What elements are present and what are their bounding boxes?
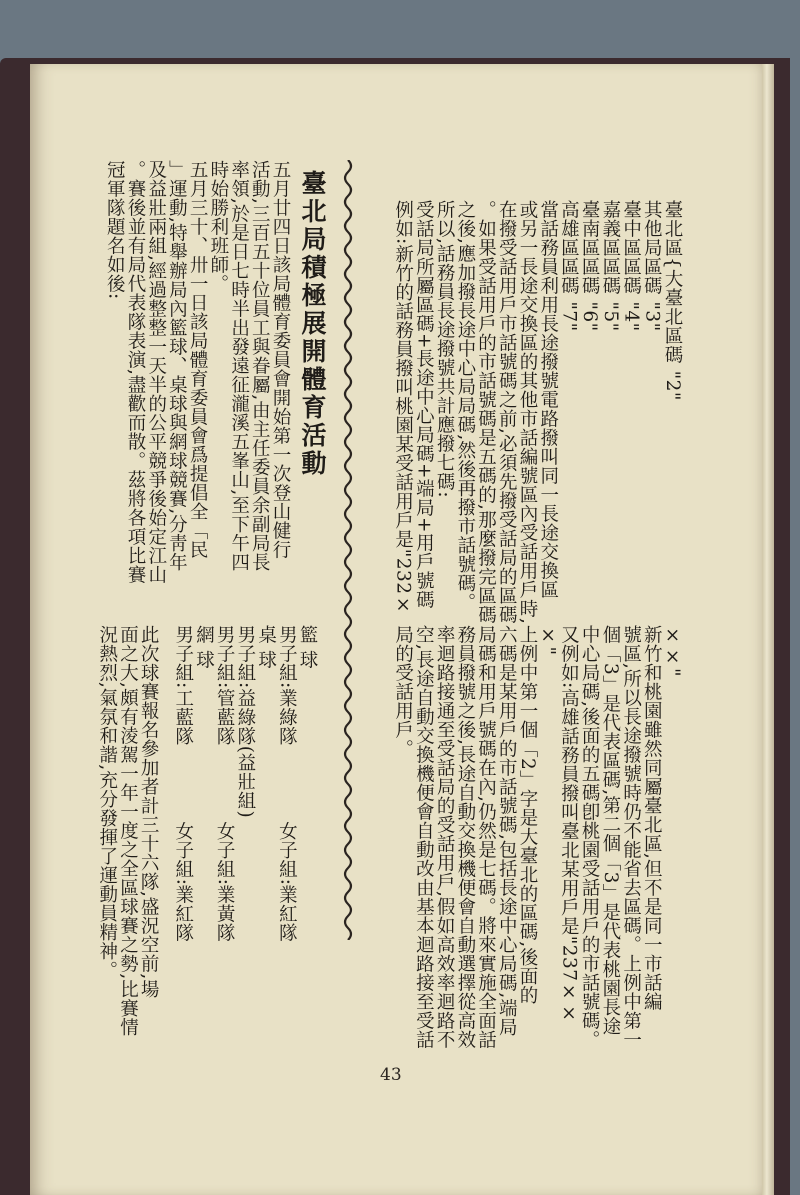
result-line: 桌 球 <box>255 625 277 670</box>
result-line: 男子組:益綠隊(益壯組) <box>234 625 256 819</box>
text-line: 時始勝利班師。 <box>207 160 229 293</box>
results-list <box>172 625 317 965</box>
text-line: 率領,於是日七時半出發遠征瀧溪五峯山,至下午四 <box>228 160 250 572</box>
text-line: 況熱烈,氣氛和諧,充分發揮了運動員精神。 <box>96 625 118 980</box>
text-line: 六碼是某用戶的市話號碼,包括長途中心局碼,端局 <box>496 625 518 1037</box>
text-line: 在撥受話用戶市話號碼之前,必須先撥受話局的區碼 <box>496 200 518 625</box>
text-line: 。如果受話用戶的市話號碼是五碼的,那麼撥完區碼 <box>475 200 497 625</box>
text-line: 五月三十、卅一日該局體育委員會爲提倡全「民 <box>187 160 209 559</box>
text-line: 此次球賽報名參加者計三十六隊,盛況空前,場 <box>138 625 160 999</box>
text-line: 其他局區碼 "3" <box>641 200 663 332</box>
text-line: 所以,話務員長途撥號共計應撥七碼: <box>434 200 456 499</box>
text-line: 嘉義區區碼 "5" <box>599 200 621 332</box>
closing-paragraph <box>96 625 158 1065</box>
text-line: 務員撥號之後,長途自動交換機便會自動選擇從高效 <box>454 625 476 1050</box>
page-number: 43 <box>380 1065 402 1085</box>
text-line: 上例中第一個「2」字是大臺北的區碼,後面的 <box>516 625 538 1005</box>
text-line: 臺中區區碼 "4" <box>620 200 642 332</box>
dialing-article <box>392 200 683 625</box>
text-line: 個「3」是代表區碼,第二個「3」是代表桃園長途 <box>599 625 621 1036</box>
result-line: 網 球 <box>193 625 215 670</box>
text-line: 臺南區區碼 "6" <box>579 200 601 332</box>
text-line: 面之大,頗有淩駕一年一度之全區球賽之勢,比賽情 <box>117 625 139 1037</box>
text-line: 率迴路接通至受話局的受話用戶,假如高效率迴路不 <box>434 625 456 1050</box>
text-line: 之後,應加撥長途中心局局碼,然後再撥市話號碼。 <box>454 200 476 612</box>
text-line: 例如:新竹的話務員撥叫桃園某受話用戶是"232× <box>392 200 414 617</box>
page-edge <box>762 64 774 1195</box>
result-line: 男子組:管藍隊 女子組:業黃隊 <box>214 625 236 943</box>
article-heading <box>298 170 326 530</box>
text-line: 五月廿四日該局體育委員會開始第一次登山健行 <box>270 160 291 559</box>
text-line: 當話務員利用長途撥號電路撥叫同一長途交換區 <box>537 200 559 599</box>
text-line: 或另一長途交換區的其他市話編號區內受話用戶時, <box>516 200 538 625</box>
dialing-article-continued <box>392 625 683 1050</box>
text-line: 新竹和桃園雖然同屬臺北區,但不是同一市話編 <box>641 625 663 1012</box>
text-line: 活動,三百五十位員工與眷屬,由主任委員余副局長 <box>249 160 271 572</box>
result-line: 男子組:業綠隊 女子組:業紅隊 <box>276 625 298 943</box>
text-line: 又例如:高雄話務員撥叫臺北某用戶是"237×× <box>558 625 580 1025</box>
text-line: 局的受話用戶。 <box>392 625 414 758</box>
text-line: 及益壯兩組,經過整整一天半的公平競爭後始定江山 <box>145 160 167 585</box>
sports-article <box>70 160 290 600</box>
text-line: ×" <box>537 625 559 656</box>
result-line: 男子組:工藍隊 女子組:業紅隊 <box>172 625 194 943</box>
text-line: 」運動,特舉辦局內籃球、桌球與網球競賽,分靑年 <box>166 160 188 572</box>
text-line: 中心局碼,後面的五碼卽桃園受話用戶的市話號碼。 <box>579 625 601 1050</box>
wavy-divider <box>340 160 356 940</box>
text-line: 局碼和用戶號碼在內,仍然是七碼。將來實施全面話 <box>475 625 497 1050</box>
heading-text: 臺北局積極展開體育活動 <box>298 170 327 478</box>
result-line: 籃 球 <box>297 625 319 670</box>
text-line: 冠軍隊題名如後: <box>104 160 126 300</box>
text-line: 受話局所屬區碼+長途中心局碼+端局+用戶號碼 <box>413 200 435 610</box>
text-line: 高雄區區碼 "7" <box>558 200 580 332</box>
text-line: ××" <box>662 625 683 678</box>
text-line: 。賽後並有局代表隊表演,盡歡而散。茲將各項比賽 <box>124 160 146 585</box>
text-line: 臺北區{大臺北區碼 "2" <box>662 200 683 401</box>
text-line: 空,長途自動交換機便會自動改由基本迴路接至受話 <box>413 625 435 1050</box>
text-line: 號區,所以長途撥號時仍不能省去區碼。上例中第一 <box>620 625 642 1050</box>
